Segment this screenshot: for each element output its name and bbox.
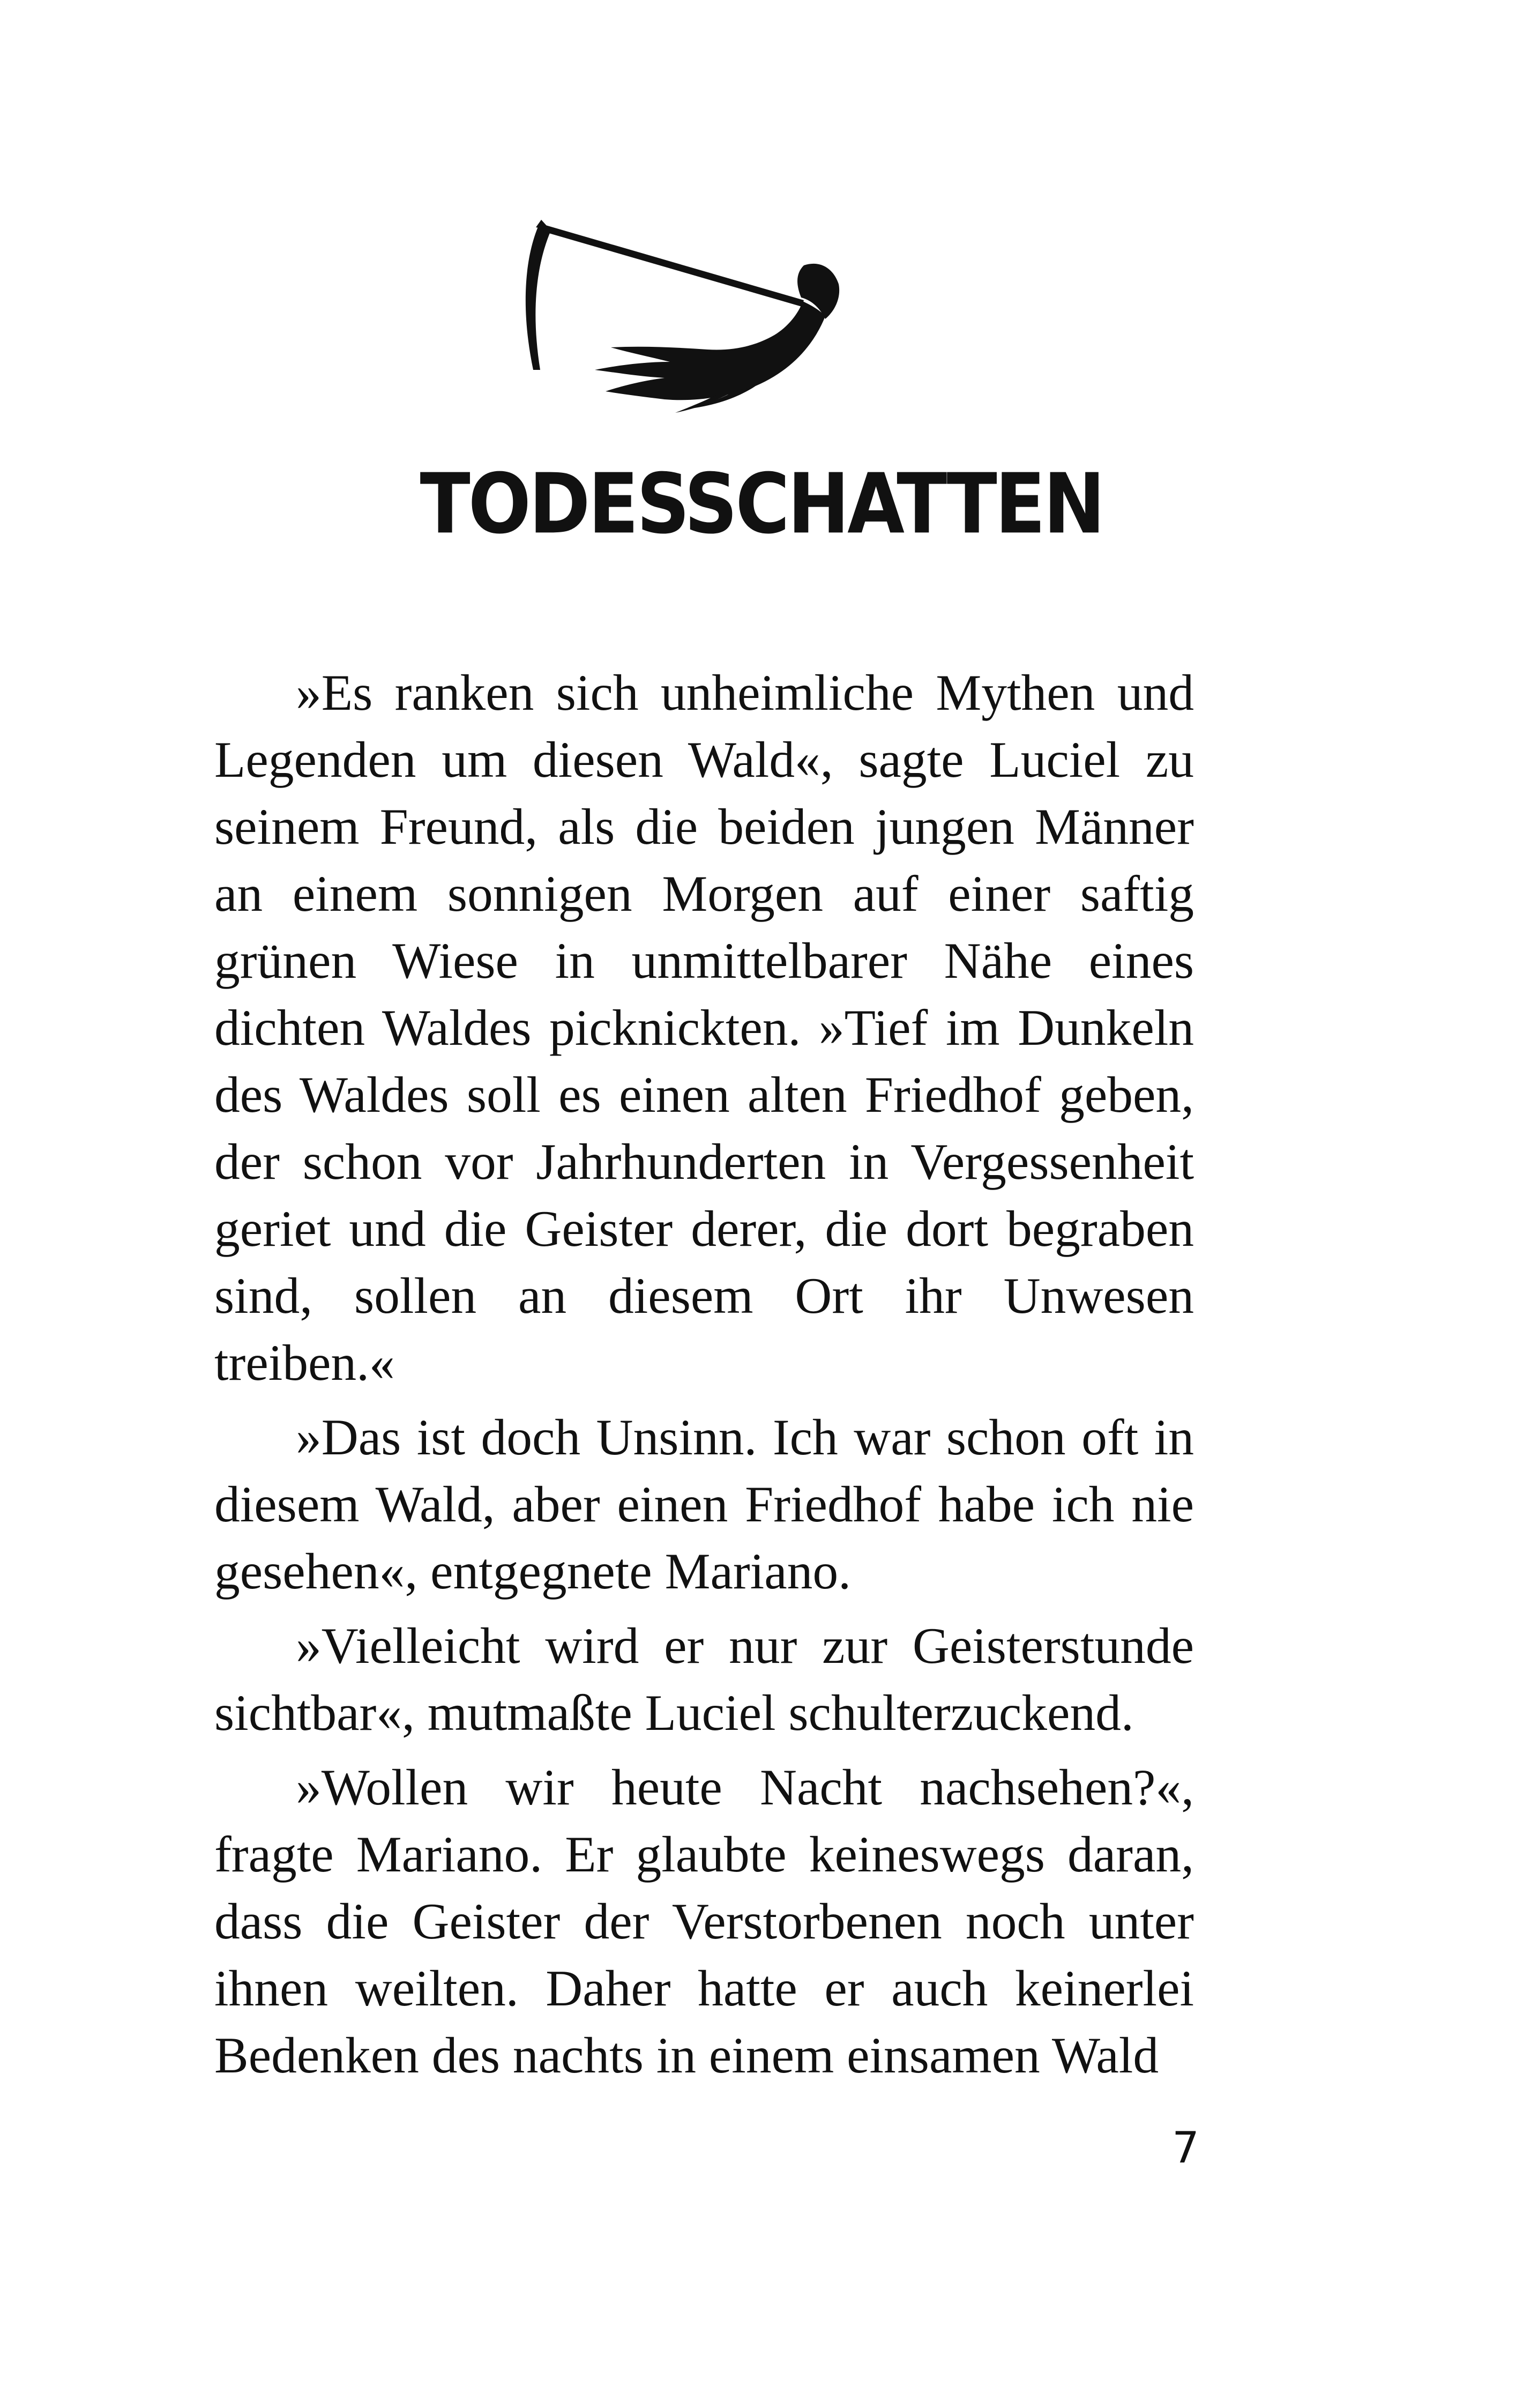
paragraph: »Es ranken sich unheimliche Mythen und Legenden um diesen Wald«, sagte Luciel zu seinem Freund, als die beiden jungen Männer an einem sonnigen Morgen auf einer saftig grünen Wiese in unmittelbarer Nähe eines dichten Waldes picknickten. »Tief im Dunkeln des Waldes soll es einen alten Friedhof geben, der schon vor Jahrhunderten in Vergessenheit geriet und die Geister derer, die dort begraben sind, sollen an diesem Ort ihr Unwesen treiben.« [214,664,1194,1391]
grim-reaper-scythe-icon [504,209,911,423]
paragraph: »Wollen wir heute Nacht nachsehen?«, fragte Mariano. Er glaubte keineswegs daran, dass die Geister der Verstorbenen noch unter ihnen weilten. Daher hatte er auch keinerlei Bedenken des nachts in einem einsamen Wald [214,1759,1194,2084]
paragraph: »Vielleicht wird er nur zur Geisterstunde sichtbar«, mutmaßte Luciel schulterzuckend. [214,1617,1194,1741]
chapter-title: TODESSCHATTEN [420,456,1103,553]
page-number: 7 [1172,2123,1199,2173]
body-text [214,659,1194,2089]
paragraph: »Das ist doch Unsinn. Ich war schon oft in diesem Wald, aber einen Friedhof habe ich nie gesehen«, entgegnete Mariano. [214,1409,1194,1600]
